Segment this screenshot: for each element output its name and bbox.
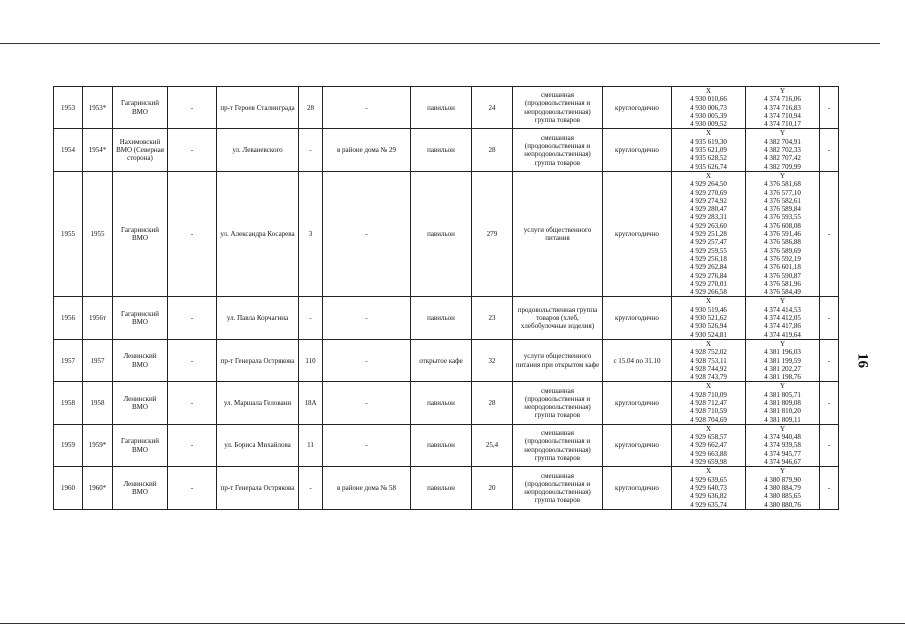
coordinates-y-cell [746, 424, 820, 466]
coordinates-y-cell [746, 129, 820, 171]
dash-cell: - [168, 382, 217, 424]
coordinate-x-value: 4 930 524,81 [690, 330, 727, 339]
coordinate-x-value: 4 929 662,47 [690, 441, 727, 450]
coordinate-x-value: 4 930 526,94 [690, 322, 727, 331]
street-cell: ул. Александра Косарева [217, 171, 299, 296]
house-number-cell: 110 [299, 339, 323, 381]
coordinate-y-value: 4 376 582,61 [764, 196, 801, 205]
street-cell: ул. Бориса Михайлова [217, 424, 299, 466]
street-cell: ул. Павла Корчагина [217, 297, 299, 339]
object-type-cell: павильон [411, 297, 472, 339]
coordinate-x-value: 4 928 710,09 [690, 390, 727, 399]
dash-cell: - [168, 339, 217, 381]
coordinate-y-value: 4 376 590,87 [764, 271, 801, 280]
coordinate-x-value: 4 929 251,28 [690, 230, 727, 239]
house-number-cell: 28 [299, 87, 323, 129]
table-body [54, 87, 839, 510]
coordinate-y-header: Y [779, 87, 786, 95]
house-number-cell: 11 [299, 424, 323, 466]
coordinate-y-value: 4 376 581,68 [764, 180, 801, 189]
table-row [54, 87, 839, 129]
specialization-cell: продовольственная группа товаров (хлеб, хлебобулочные изделия) [513, 297, 603, 339]
coordinate-y-value: 4 374 945,77 [764, 449, 801, 458]
coordinate-x-value: 4 930 010,66 [690, 95, 727, 104]
coordinate-y-value: 4 374 419,64 [764, 330, 801, 339]
coordinate-y-value: 4 381 810,20 [764, 407, 801, 416]
district-cell: Ленинский ВМО [113, 339, 168, 381]
period-cell: круглогодично [603, 87, 672, 129]
object-type-cell: павильон [411, 467, 472, 509]
coordinate-y-header: Y [779, 467, 786, 476]
coordinate-x-value: 4 928 704,69 [690, 415, 727, 424]
district-cell: Ленинский ВМО [113, 467, 168, 509]
coordinates-x-cell [672, 297, 746, 339]
table-row [54, 171, 839, 296]
coordinate-y-value: 4 382 709,99 [764, 162, 801, 171]
coordinate-x-value: 4 929 256,18 [690, 254, 727, 263]
dash-cell: - [168, 171, 217, 296]
coordinate-x-value: 4 929 257,47 [690, 238, 727, 247]
coordinate-y-value: 4 382 704,91 [764, 137, 801, 146]
notes-cell: - [820, 87, 839, 129]
coordinate-y-value: 4 381 199,59 [764, 356, 801, 365]
coordinate-x-header: X [705, 339, 712, 348]
row-number-cell: 1953 [54, 87, 83, 129]
object-type-cell: павильон [411, 424, 472, 466]
coordinate-y-value: 4 376 586,88 [764, 238, 801, 247]
coordinate-y-value: 4 382 702,33 [764, 146, 801, 155]
coordinate-y-value: 4 381 202,27 [764, 364, 801, 373]
coordinate-y-header: Y [779, 424, 786, 433]
coordinate-y-value: 4 374 710,17 [764, 120, 801, 129]
period-cell: круглогодично [603, 424, 672, 466]
table-row [54, 297, 839, 339]
coordinate-x-value: 4 929 659,98 [690, 458, 727, 467]
area-cell: 28 [472, 129, 513, 171]
coordinate-x-value: 4 930 009,52 [690, 120, 727, 129]
coordinate-x-value: 4 929 276,84 [690, 271, 727, 280]
row-code-cell: 1958 [83, 382, 113, 424]
notes-cell: - [820, 297, 839, 339]
coordinate-x-value: 4 929 635,74 [690, 500, 727, 509]
period-cell: круглогодично [603, 382, 672, 424]
district-cell: Ленинский ВМО [113, 382, 168, 424]
specialization-cell: услуги общественного питания [513, 171, 603, 296]
coordinate-x-value: 4 929 640,73 [690, 483, 727, 492]
notes-cell: - [820, 467, 839, 509]
coordinate-y-value: 4 380 879,90 [764, 475, 801, 484]
dash-cell: - [168, 424, 217, 466]
table-row [54, 129, 839, 171]
coordinate-x-value: 4 929 263,60 [690, 221, 727, 230]
notes-cell: - [820, 424, 839, 466]
coordinate-x-value: 4 930 519,46 [690, 305, 727, 314]
coordinate-x-header: X [705, 297, 712, 306]
row-code-cell: 1959* [83, 424, 113, 466]
coordinate-y-value: 4 376 589,84 [764, 205, 801, 214]
coordinate-x-value: 4 930 521,62 [690, 314, 727, 323]
table-row [54, 424, 839, 466]
landmark-cell: - [323, 171, 411, 296]
coordinate-y-value: 4 374 417,86 [764, 322, 801, 331]
notes-cell: - [820, 129, 839, 171]
row-number-cell: 1960 [54, 467, 83, 509]
coordinate-y-value: 4 376 593,55 [764, 213, 801, 222]
dash-cell: - [168, 129, 217, 171]
coordinate-y-header: Y [779, 297, 786, 306]
landmark-cell: - [323, 339, 411, 381]
street-cell: ул. Леваневского [217, 129, 299, 171]
area-cell: 23 [472, 297, 513, 339]
coordinate-y-value: 4 376 581,96 [764, 279, 801, 288]
district-cell: Гагаринский ВМО [113, 297, 168, 339]
coordinate-y-value: 4 376 592,19 [764, 254, 801, 263]
coordinate-y-value: 4 381 805,71 [764, 390, 801, 399]
top-rule [0, 43, 880, 44]
coordinate-x-value: 4 928 710,59 [690, 407, 727, 416]
dash-cell: - [168, 87, 217, 129]
street-cell: ул. Маршала Геловани [217, 382, 299, 424]
coordinate-y-value: 4 374 946,67 [764, 458, 801, 467]
object-type-cell: открытое кафе [411, 339, 472, 381]
period-cell: круглогодично [603, 171, 672, 296]
house-number-cell: - [299, 297, 323, 339]
coordinate-x-value: 4 929 264,50 [690, 180, 727, 189]
coordinate-x-value: 4 928 712,47 [690, 398, 727, 407]
coordinate-x-value: 4 929 658,57 [690, 433, 727, 442]
coordinate-y-value: 4 381 809,11 [764, 415, 801, 424]
coordinates-y-cell [746, 297, 820, 339]
object-type-cell: павильон [411, 171, 472, 296]
coordinate-y-value: 4 376 591,46 [764, 230, 801, 239]
coordinate-y-value: 4 380 884,79 [764, 483, 801, 492]
coordinate-y-header: Y [779, 382, 786, 391]
coordinate-x-value: 4 929 280,47 [690, 205, 727, 214]
object-type-cell: павильон [411, 87, 472, 129]
coordinate-y-value: 4 374 412,05 [764, 314, 801, 323]
area-cell: 24 [472, 87, 513, 129]
coordinate-x-value: 4 928 744,92 [690, 364, 727, 373]
house-number-cell: 3 [299, 171, 323, 296]
coordinate-x-value: 4 929 270,69 [690, 188, 727, 197]
row-number-cell: 1959 [54, 424, 83, 466]
landmark-cell: в районе дома № 29 [323, 129, 411, 171]
coordinate-x-value: 4 935 626,74 [690, 162, 727, 171]
period-cell: с 15.04 по 31.10 [603, 339, 672, 381]
coordinate-x-value: 4 929 266,58 [690, 288, 727, 297]
specialization-cell: услуги общественного питания при открытом кафе [513, 339, 603, 381]
coordinate-x-header: X [705, 467, 712, 476]
area-cell: 32 [472, 339, 513, 381]
street-cell: пр-т Героев Сталинграда [217, 87, 299, 129]
coordinate-x-value: 4 929 274,92 [690, 196, 727, 205]
district-cell: Гагаринский ВМО [113, 424, 168, 466]
landmark-cell: в районе дома № 58 [323, 467, 411, 509]
coordinates-y-cell [746, 171, 820, 296]
placement-scheme-table [53, 86, 839, 510]
coordinate-y-value: 4 374 710,94 [764, 111, 801, 120]
period-cell: круглогодично [603, 467, 672, 509]
coordinate-y-value: 4 376 608,08 [764, 221, 801, 230]
row-code-cell: 1954* [83, 129, 113, 171]
row-code-cell: 1956т [83, 297, 113, 339]
specialization-cell: смешанная (продовольственная и непродовольственная) группа товаров [513, 129, 603, 171]
coordinates-x-cell [672, 424, 746, 466]
row-number-cell: 1956 [54, 297, 83, 339]
coordinates-x-cell [672, 339, 746, 381]
specialization-cell: смешанная (продовольственная и непродовольственная) группа товаров [513, 382, 603, 424]
coordinate-x-value: 4 929 639,65 [690, 475, 727, 484]
street-cell: пр-т Генерала Острякова [217, 467, 299, 509]
coordinates-y-cell [746, 382, 820, 424]
object-type-cell: павильон [411, 129, 472, 171]
coordinates-x-cell [672, 467, 746, 509]
bottom-rule [0, 623, 905, 624]
specialization-cell: смешанная (продовольственная и непродовольственная) группа товаров [513, 87, 603, 129]
coordinates-y-cell [746, 467, 820, 509]
notes-cell: - [820, 171, 839, 296]
coordinate-x-value: 4 930 005,39 [690, 111, 727, 120]
coordinate-x-header: X [705, 129, 712, 138]
coordinate-x-value: 4 929 270,01 [690, 279, 727, 288]
notes-cell: - [820, 382, 839, 424]
coordinates-y-cell [746, 87, 820, 129]
coordinate-x-value: 4 935 628,52 [690, 154, 727, 163]
coordinate-x-value: 4 929 283,31 [690, 213, 727, 222]
coordinate-x-value: 4 929 636,82 [690, 492, 727, 501]
coordinates-y-cell [746, 339, 820, 381]
row-number-cell: 1958 [54, 382, 83, 424]
coordinate-y-value: 4 374 939,58 [764, 441, 801, 450]
coordinate-y-value: 4 381 809,08 [764, 398, 801, 407]
coordinate-x-value: 4 929 262,84 [690, 263, 727, 272]
coordinate-y-value: 4 382 707,42 [764, 154, 801, 163]
page-number: 16 [854, 353, 871, 368]
object-type-cell: павильон [411, 382, 472, 424]
coordinate-y-header: Y [779, 171, 786, 180]
coordinates-x-cell [672, 171, 746, 296]
area-cell: 279 [472, 171, 513, 296]
house-number-cell: - [299, 129, 323, 171]
coordinate-x-header: X [705, 87, 712, 95]
coordinate-y-header: Y [779, 339, 786, 348]
row-code-cell: 1953* [83, 87, 113, 129]
table-row [54, 467, 839, 509]
area-cell: 20 [472, 467, 513, 509]
district-cell: Гагаринский ВМО [113, 171, 168, 296]
coordinate-y-header: Y [779, 129, 786, 138]
table-row [54, 382, 839, 424]
landmark-cell: - [323, 297, 411, 339]
landmark-cell: - [323, 424, 411, 466]
row-number-cell: 1954 [54, 129, 83, 171]
coordinate-x-value: 4 928 743,79 [690, 373, 727, 382]
coordinate-y-value: 4 376 584,49 [764, 288, 801, 297]
row-number-cell: 1955 [54, 171, 83, 296]
coordinate-x-value: 4 930 006,73 [690, 103, 727, 112]
notes-cell: - [820, 339, 839, 381]
coordinate-x-value: 4 935 621,09 [690, 146, 727, 155]
row-number-cell: 1957 [54, 339, 83, 381]
row-code-cell: 1955 [83, 171, 113, 296]
coordinate-y-value: 4 374 940,48 [764, 433, 801, 442]
landmark-cell: - [323, 87, 411, 129]
area-cell: 28 [472, 382, 513, 424]
coordinate-y-value: 4 381 198,76 [764, 373, 801, 382]
house-number-cell: - [299, 467, 323, 509]
house-number-cell: 18А [299, 382, 323, 424]
row-code-cell: 1960* [83, 467, 113, 509]
coordinate-x-value: 4 928 752,02 [690, 348, 727, 357]
coordinates-x-cell [672, 129, 746, 171]
coordinate-y-value: 4 374 716,83 [764, 103, 801, 112]
row-code-cell: 1957 [83, 339, 113, 381]
coordinate-x-header: X [705, 171, 712, 180]
coordinate-y-value: 4 376 589,69 [764, 246, 801, 255]
coordinate-y-value: 4 380 885,65 [764, 492, 801, 501]
table-row [54, 339, 839, 381]
coordinate-x-value: 4 935 619,30 [690, 137, 727, 146]
coordinate-y-value: 4 381 196,03 [764, 348, 801, 357]
street-cell: пр-т Генерала Острякова [217, 339, 299, 381]
dash-cell: - [168, 467, 217, 509]
period-cell: круглогодично [603, 297, 672, 339]
coordinate-y-value: 4 374 716,06 [764, 95, 801, 104]
period-cell: круглогодично [603, 129, 672, 171]
coordinate-x-value: 4 929 259,55 [690, 246, 727, 255]
coordinate-x-header: X [705, 424, 712, 433]
coordinate-x-header: X [705, 382, 712, 391]
coordinate-x-value: 4 928 753,11 [690, 356, 727, 365]
specialization-cell: смешанная (продовольственная и непродовольственная) группа товаров [513, 424, 603, 466]
coordinates-x-cell [672, 87, 746, 129]
landmark-cell: - [323, 382, 411, 424]
coordinate-x-value: 4 929 663,88 [690, 449, 727, 458]
district-cell: Нахимовский ВМО (Северная сторона) [113, 129, 168, 171]
coordinate-y-value: 4 374 414,53 [764, 305, 801, 314]
area-cell: 25,4 [472, 424, 513, 466]
coordinate-y-value: 4 380 880,76 [764, 500, 801, 509]
coordinate-y-value: 4 376 601,18 [764, 263, 801, 272]
district-cell: Гагаринский ВМО [113, 87, 168, 129]
coordinate-y-value: 4 376 577,10 [764, 188, 801, 197]
dash-cell: - [168, 297, 217, 339]
specialization-cell: смешанная (продовольственная и непродовольственная) группа товаров [513, 467, 603, 509]
coordinates-x-cell [672, 382, 746, 424]
